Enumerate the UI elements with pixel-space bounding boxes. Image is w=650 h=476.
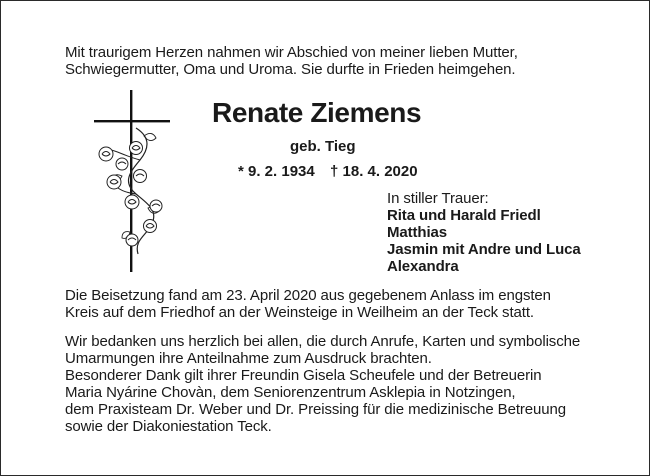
funeral-paragraph	[65, 287, 551, 321]
mourner-name: Rita und Harald Friedl	[387, 207, 541, 224]
mourner-name: Matthias	[387, 224, 448, 241]
thanks-line: dem Praxisteam Dr. Weber und Dr. Preissing für die medizinische Betreuung	[65, 401, 566, 418]
intro-paragraph	[65, 44, 518, 78]
death-date: † 18. 4. 2020	[330, 163, 418, 180]
thanks-line: Maria Nyárine Chovàn, dem Seniorenzentrum Asklepia in Notzingen,	[65, 384, 516, 401]
cross-with-roses-icon	[92, 90, 172, 272]
mourners-heading: In stiller Trauer:	[387, 190, 489, 207]
thanks-paragraph	[65, 333, 580, 435]
mourner-name: Jasmin mit Andre und Luca	[387, 241, 581, 258]
deceased-name: Renate Ziemens	[212, 97, 422, 128]
mourner-name: Alexandra	[387, 258, 459, 275]
intro-line: Schwiegermutter, Oma und Uroma. Sie durfte in Frieden heimgehen.	[65, 61, 516, 78]
thanks-line: Wir bedanken uns herzlich bei allen, die durch Anrufe, Karten und symbolische	[65, 333, 581, 350]
funeral-line: Die Beisetzung fand am 23. April 2020 aus gegebenem Anlass im engsten	[65, 287, 551, 304]
thanks-line: sowie der Diakoniestation Teck.	[65, 418, 272, 435]
thanks-line: Besonderer Dank gilt ihrer Freundin Gisela Scheufele und der Betreuerin	[65, 367, 542, 384]
birth-date: * 9. 2. 1934	[238, 163, 315, 180]
maiden-name: geb. Tieg	[290, 138, 356, 155]
thanks-line: Umarmungen ihre Anteilnahme zum Ausdruck brachten.	[65, 350, 432, 367]
funeral-line: Kreis auf dem Friedhof an der Weinsteige in Weilheim an der Teck statt.	[65, 304, 534, 321]
mourners-block	[387, 190, 581, 275]
intro-line: Mit traurigem Herzen nahmen wir Abschied von meiner lieben Mutter,	[65, 44, 518, 61]
